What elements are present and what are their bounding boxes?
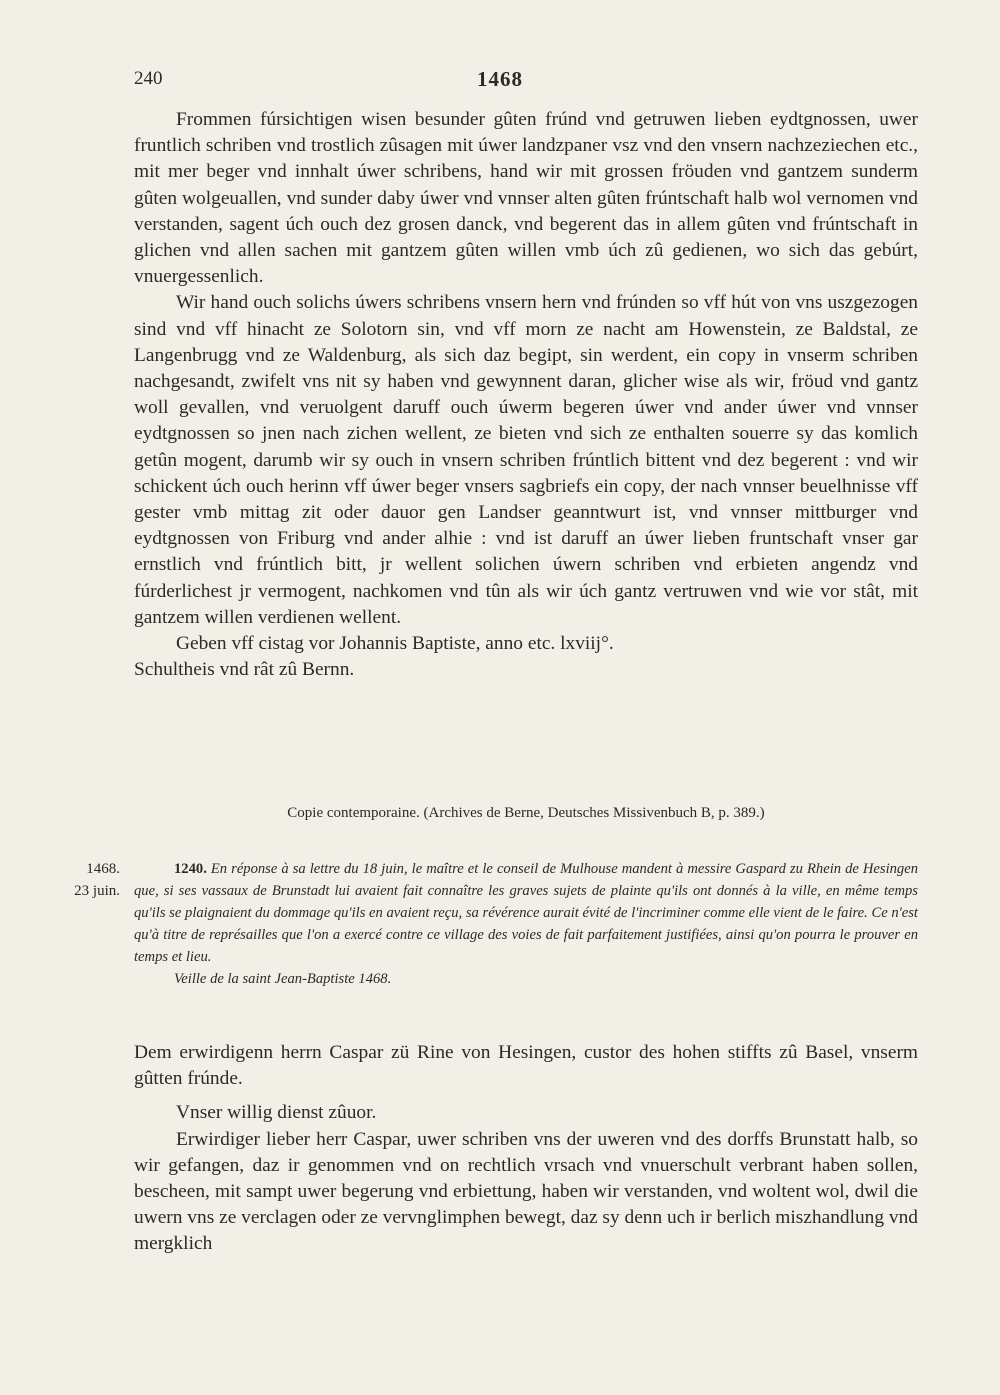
regest-date-line: Veille de la saint Jean-Baptiste 1468.	[174, 971, 392, 987]
letter-mulhouse	[134, 1040, 918, 1258]
margin-year: 1468.	[86, 861, 120, 877]
page-number: 240	[134, 68, 163, 89]
letter-body: Erwirdiger lieber herr Caspar, uwer schriben vns der uweren vnd des dorffs Brunstatt halb, so wir gefangen, daz ir genommen vnd on rechtlich vrsach vnd vnuerschult verbrant haben sollen, bescheen, mit sampt uwer begerung vnd erbiettung, haben wir verstanden, vnd woltent wol, dwil die uwern vns ze verclagen oder ze vervnglimphen bewegt, daz sy denn uch ir berlich miszhandlung vnd mergklich	[134, 1128, 918, 1255]
letter-dating: Geben vff cistag vor Johannis Baptiste, anno etc. lxviij°.	[176, 633, 614, 655]
source-note: Copie contemporaine. (Archives de Berne, Deutsches Missivenbuch B, p. 389.)	[287, 805, 765, 821]
letter-signature: Schultheis vnd rât zû Bernn.	[134, 659, 355, 681]
letter-paragraph-2: Wir hand ouch solichs úwers schribens vnsern hern vnd frúnden so vff hút von vns uszgezogen sind vnd vff hinacht ze Solotorn sin, vnd vff morn ze nacht am Howenstein, ze Baldstal, ze Langenbrugg vnd ze Waldenburg, als sich daz begipt, sin werdent, ein copy in vnserm schriben nachgesandt, zwifelt vns nit sy haben vnd gewynnent daran, glicher wise als wir, fröud vnd gantz woll gevallen, vnd veruolgent daruff ouch úwerm begeren úwer vnd ander úwer vnd vnnser eydtgnossen so jnen nach zichen wellent, ze bieten vnd sich ze enthalten souerre sy das komlich getûn mogent, darumb wir sy ouch in vnsern schriben frúntlich bittent vnd dez begerent : vnd wir schickent úch ouch herinn vff úwer beger vnsers sagbriefs ein copy, der nach vnnser beuelhnisse vff gester vmb mittag zit oder dauor gen Landser geanntwurt ist, vnd vnnser mittburger vnd eydtgnossen von Friburg vnd ander alhie : vnd ist daruff an úwer lieben fruntschaft vnser gar ernstlich vnd frúntlich bitt, jr wellent solichen úwern schriben vnd erbieten angendz vnd fúrderlichest jr vermogent, nachkomen vnd tûn als wir úch gantz vertruwen vnd wie vor stât, mit gantzem willen verdienen wellent.	[134, 292, 918, 628]
letter-greeting: Vnser willig dienst zûuor.	[176, 1102, 377, 1124]
letter-address: Dem erwirdigenn herrn Caspar zü Rine von Hesingen, custor des hohen stiffts zû Basel, vnserm gûtten frúnde.	[134, 1042, 918, 1090]
running-header	[0, 68, 1000, 92]
document-number: 1240.	[174, 861, 207, 877]
letter-bern	[134, 107, 918, 683]
margin-date	[40, 858, 120, 902]
running-title: 1468	[477, 67, 523, 91]
letter-paragraph-1: Frommen fúrsichtigen wisen besunder gûten frúnd vnd getruwen lieben eydtgnossen, uwer fruntlich schriben vnd trostlich zûsagen mit úwer landzpaner vsz vnd den vnsern nachzeziechen etc., mit mer beger vnd innhalt úwer schribens, hand wir mit grossen fröuden vnd gantzem sunderm gûten wolgeuallen, vnd sunder daby úwer vnd vnnser alten gûten frúntschaft halb wol vernomen vnd verstanden, sagent úch ouch dez grosen danck, vnd begerent das in allem gûten vnd frúntschaft in glichen vnd allen sachen mit gantzem gûten willen vmb úch zû gedienen, wo sich das gebúrt, vnuergessenlich.	[134, 109, 918, 288]
regest-text: En réponse à sa lettre du 18 juin, le maître et le conseil de Mulhouse mandent à messire Gaspard zu Rhein de Hesingen que, si ses vassaux de Brunstadt lui avaient fait connaître les graves sujets de plainte qu'ils ont donnés à la ville, en même temps qu'ils se plaignaient du dommage qu'ils en avaient reçu, sa révérence aurait évité de l'incriminer comme elle vient de le faire. Ce n'est qu'à titre de représailles que l'on a exercé contre ce village des voies de fait parfaitement justifiées, ainsi qu'on pourra le prouver en temps et lieu.	[134, 861, 919, 965]
regest-summary	[134, 858, 918, 990]
margin-day: 23 juin.	[74, 883, 120, 899]
